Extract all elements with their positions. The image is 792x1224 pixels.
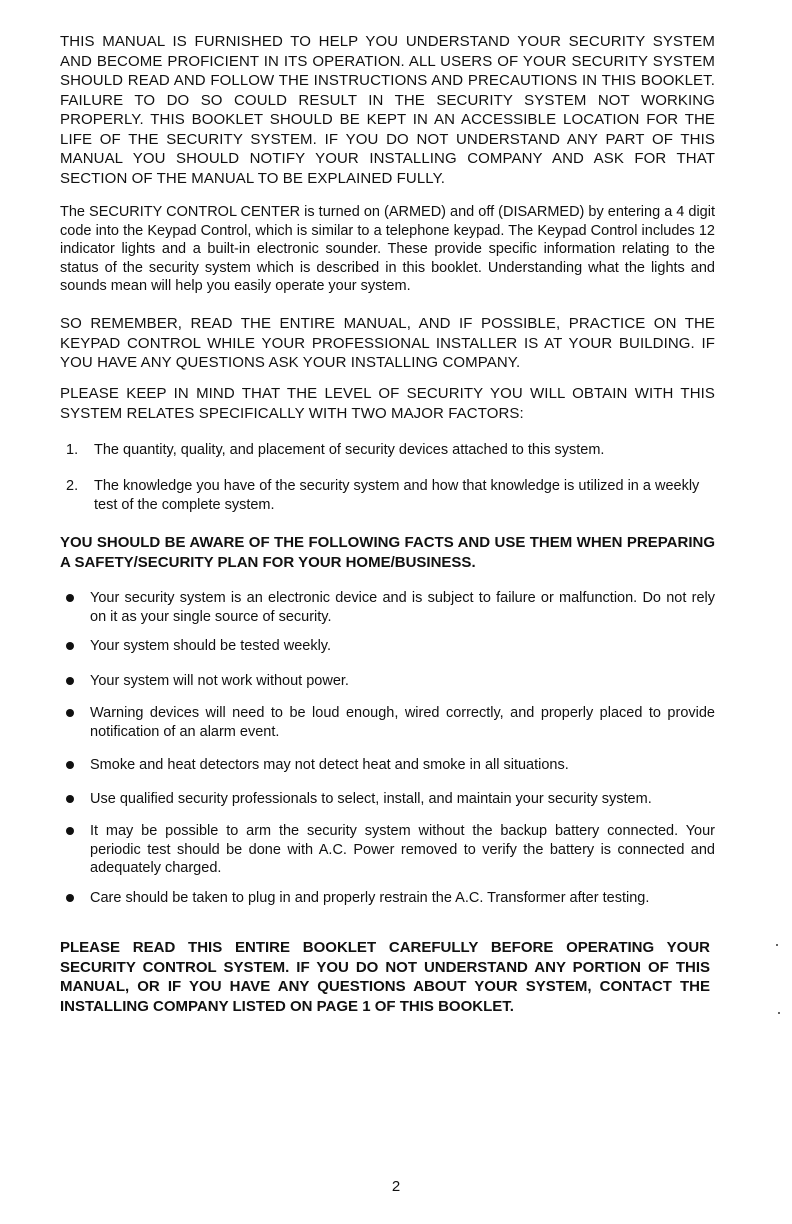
control-center-paragraph: The SECURITY CONTROL CENTER is turned on (ARMED) and off (DISARMED) by entering a 4 digit code into the Keypad Control, which is similar to a telephone keypad. The Keypad Control includes 12 indicator lights and a built-in electronic sounder. These provide specific information relating to the status of the security system which is described in this booklet. Understanding what the lights and sounds mean will help you easily operate your system. xyxy=(60,204,715,294)
factor-text: The quantity, quality, and placement of security devices attached to this system. xyxy=(94,442,605,458)
fact-list-item xyxy=(60,704,715,741)
fact-text: Care should be taken to plug in and properly restrain the A.C. Transformer after testing. xyxy=(90,890,650,906)
facts-heading: YOU SHOULD BE AWARE OF THE FOLLOWING FACTS AND USE THEM WHEN PREPARING A SAFETY/SECURITY PLAN FOR YOUR HOME/BUSINESS. xyxy=(60,534,715,571)
scan-speck xyxy=(778,1012,780,1014)
factor-list-item xyxy=(60,477,715,514)
fact-list-item xyxy=(60,790,715,809)
factor-number: 1. xyxy=(66,442,79,458)
bullet-dot-icon xyxy=(66,894,74,902)
bullet-dot-icon xyxy=(66,709,74,717)
fact-text: Smoke and heat detectors may not detect heat and smoke in all situations. xyxy=(90,757,569,773)
fact-list-item xyxy=(60,672,715,691)
remember-paragraph: SO REMEMBER, READ THE ENTIRE MANUAL, AND IF POSSIBLE, PRACTICE ON THE KEYPAD CONTROL WHILE YOUR PROFESSIONAL INSTALLER IS AT YOUR BUILDING. IF YOU HAVE ANY QUESTIONS ASK YOUR INSTALLING COMPANY. xyxy=(60,315,715,371)
fact-text: Your system will not work without power. xyxy=(90,673,349,689)
page-number: 2 xyxy=(391,1178,401,1195)
closing-paragraph: PLEASE READ THIS ENTIRE BOOKLET CAREFULLY BEFORE OPERATING YOUR SECURITY CONTROL SYSTEM. IF YOU DO NOT UNDERSTAND ANY PORTION OF THIS MANUAL, OR IF YOU HAVE ANY QUESTIONS ABOUT YOUR SYSTEM, CONTACT THE INSTALLING COMPANY LISTED ON PAGE 1 OF THIS BOOKLET. xyxy=(60,939,710,1015)
keep-in-mind-paragraph: PLEASE KEEP IN MIND THAT THE LEVEL OF SECURITY YOU WILL OBTAIN WITH THIS SYSTEM RELATES SPECIFICALLY WITH TWO MAJOR FACTORS: xyxy=(60,385,715,422)
bullet-dot-icon xyxy=(66,677,74,685)
fact-text: Use qualified security professionals to select, install, and maintain your security system. xyxy=(90,791,652,807)
bullet-dot-icon xyxy=(66,761,74,769)
scan-speck xyxy=(776,944,778,946)
fact-list-item xyxy=(60,589,715,626)
fact-list-item xyxy=(60,822,715,878)
bullet-dot-icon xyxy=(66,795,74,803)
bullet-dot-icon xyxy=(66,827,74,835)
fact-text: Your security system is an electronic device and is subject to failure or malfunction. Do not rely on it as your single source of security. xyxy=(90,590,715,625)
factor-number: 2. xyxy=(66,478,79,494)
factor-list-item xyxy=(60,441,715,460)
bullet-dot-icon xyxy=(66,642,74,650)
factor-text: The knowledge you have of the security system and how that knowledge is utilized in a weekly test of the complete system. xyxy=(94,478,700,513)
fact-text: It may be possible to arm the security system without the backup battery connected. Your periodic test should be done with A.C. Power removed to verify the battery is connected and adequately charged. xyxy=(90,823,715,876)
intro-paragraph: THIS MANUAL IS FURNISHED TO HELP YOU UNDERSTAND YOUR SECURITY SYSTEM AND BECOME PROFICIENT IN ITS OPERATION. ALL USERS OF YOUR SECURITY SYSTEM SHOULD READ AND FOLLOW THE INSTRUCTIONS AND PRECAUTIONS IN THIS BOOKLET. FAILURE TO DO SO COULD RESULT IN THE SECURITY SYSTEM NOT WORKING PROPERLY. THIS BOOKLET SHOULD BE KEPT IN AN ACCESSIBLE LOCATION FOR THE LIFE OF THE SECURITY SYSTEM. IF YOU DO NOT UNDERSTAND ANY PART OF THIS MANUAL YOU SHOULD NOTIFY YOUR INSTALLING COMPANY AND ASK FOR THAT SECTION OF THE MANUAL TO BE EXPLAINED FULLY. xyxy=(60,33,715,187)
fact-text: Your system should be tested weekly. xyxy=(90,638,331,654)
bullet-dot-icon xyxy=(66,594,74,602)
fact-text: Warning devices will need to be loud enough, wired correctly, and properly placed to provide notification of an alarm event. xyxy=(90,705,715,740)
fact-list-item xyxy=(60,889,715,908)
fact-list-item xyxy=(60,756,715,775)
fact-list-item xyxy=(60,637,715,656)
